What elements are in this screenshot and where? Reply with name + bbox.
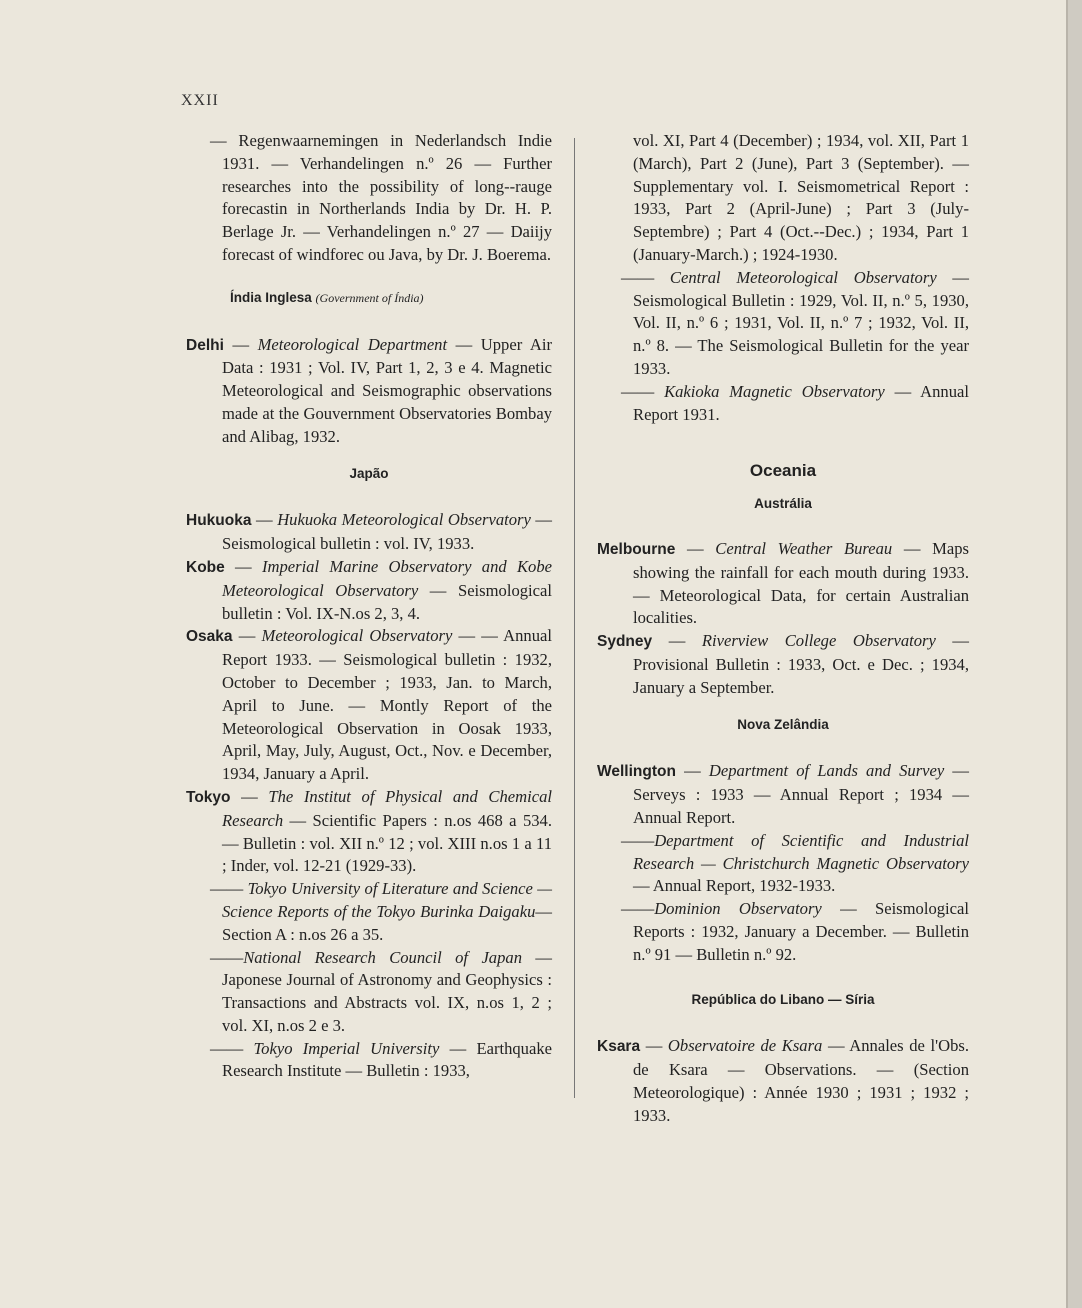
institution-name: Kakioka Magnetic Observatory xyxy=(664,381,885,401)
institution-name: Imperial Marine Observatory and Kobe Meteorological Observatory xyxy=(222,556,552,600)
entry-lead: —— xyxy=(621,830,655,850)
right-column xyxy=(597,130,969,1127)
entry-text: — Annual Report 1931. xyxy=(633,381,969,424)
entry-dash: — xyxy=(652,631,702,651)
entry-text: — Japonese Journal of Astronomy and Geophysics : Transactions and Abstracts vol. IX, n.os 1, 2 ; vol. XI, n.os 2 e 3. xyxy=(222,947,552,1035)
continued-paragraph: vol. XI, Part 4 (December) ; 1934, vol. XII, Part 1 (March), Part 2 (June), Part 3 (September). — Supplementary vol. I. Seismometrical Report : 1933, Part 2 (April-June) ; Part 3 (July-Septembre) ; Part 4 (Oct.--Dec.) ; 1934, Part 1 (January-March.) ; 1924-1930. xyxy=(633,131,969,264)
entry-national-research-council xyxy=(186,947,552,1038)
entry-lead: —— xyxy=(210,879,248,899)
entry-kobe xyxy=(186,556,552,625)
entry-text: — Maps showing the rainfall for each mouth during 1933. — Meteorological Data, for certain Australian localities. xyxy=(633,538,969,628)
city-name: Melbourne xyxy=(597,540,676,558)
entry-dash: — xyxy=(640,1036,668,1056)
entry-tokyo-imperial-university xyxy=(186,1038,552,1084)
entry-text: — Annales de l'Obs. de Ksara — Observations. — (Section Meteorologique) : Année 1930 ; 1931 ; 1932 ; 1933. xyxy=(633,1036,970,1125)
city-name: Osaka xyxy=(186,628,233,646)
institution-name: Central Meteorological Observatory xyxy=(669,267,937,287)
entry-dash: — xyxy=(675,761,709,781)
section-heading-india xyxy=(186,287,552,310)
column-divider xyxy=(574,138,575,1098)
institution-name: National Research Council of Japan xyxy=(243,947,522,967)
entry-text: — Seismological Bulletin : 1929, Vol. II, n.º 5, 1930, Vol. II, n.º 6 ; 1931, Vol. II, n.º 7 ; 1932, Vol. II, n.º 8. — The Seismological Bulletin for the year 1933. xyxy=(633,267,969,378)
city-name: Sydney xyxy=(597,633,653,651)
intro-paragraph: — Regenwaarnemingen in Nederlandsch Indie 1931. — Verhandelingen n.º 26 — Further researches into the possibility of long--rauge forecastin in Northerlands India by Dr. H. P. Berlage Jr. — Verhandelingen n.º 27 — Daiĳy forecast of windforec ou Java, by Dr. J. Boerema. xyxy=(210,131,552,264)
institution-name: Hukuoka Meteorological Observatory xyxy=(277,510,531,530)
institution-name: Observatoire de Ksara xyxy=(667,1036,823,1056)
entry-dash: — xyxy=(223,334,258,354)
section-heading-libano-siria: República do Libano — Síria xyxy=(691,991,875,1007)
entry-ksara xyxy=(597,1035,969,1127)
entry-text: — Serveys : 1933 — Annual Report ; 1934 — Annual Report. xyxy=(633,761,969,827)
entry-text: — Seismological bulletin : Vol. IX-N.os 2, 3, 4. xyxy=(222,580,552,623)
entry-text: —Section A : n.os 26 a 35. xyxy=(222,901,552,944)
entry-dash: — xyxy=(230,786,269,806)
city-name: Delhi xyxy=(186,336,224,354)
entry-sydney xyxy=(597,630,969,699)
institution-name: Department of Lands and Survey xyxy=(708,761,945,781)
section-heading-oceania: Oceania xyxy=(749,461,817,481)
city-name: Ksara xyxy=(597,1038,641,1056)
left-column xyxy=(186,130,552,1083)
entry-lead: —— xyxy=(621,267,670,287)
entry-dash: — xyxy=(232,626,262,646)
entry-lead: —— xyxy=(621,381,665,401)
institution-name: Dominion Observatory xyxy=(654,899,822,919)
institution-name: Department of Scientific and Industrial Research — Christchurch Magnetic Observatory xyxy=(633,830,969,873)
institution-name: The Institut of Physical and Chemical Research xyxy=(222,786,553,830)
entry-lead: —— xyxy=(210,947,244,967)
institution-name: Riverview College Observatory xyxy=(701,631,936,651)
section-heading-nova-zelandia: Nova Zelândia xyxy=(737,716,829,732)
entry-lead: —— xyxy=(621,899,655,919)
entry-text: — Scientific Papers : n.os 468 a 534. — Bulletin : vol. XII n.º 12 ; vol. XIII n.os 1 a 11 ; Inder, vol. 12-21 (1929-33). xyxy=(222,810,552,876)
entry-text: — Provisional Bulletin : 1933, Oct. e Dec. ; 1934, January a September. xyxy=(633,631,970,697)
entry-delhi xyxy=(186,334,552,449)
entry-central-meteorological-observatory xyxy=(597,267,969,381)
india-heading-note: (Government of Índia) xyxy=(315,290,424,305)
section-heading-australia: Austrália xyxy=(754,496,812,512)
entry-tokyo xyxy=(186,786,552,878)
entry-text: — Annual Report, 1932-1933. xyxy=(633,876,836,896)
entry-text: — Upper Air Data : 1931 ; Vol. IV, Part 1, 2, 3 e 4. Magnetic Meteorological and Seismographic observations made at the Gouvernment Observatories Bombay and Alibag, 1932. xyxy=(222,334,552,446)
institution-name: Tokyo Imperial University xyxy=(253,1038,440,1058)
entry-tokyo-university-literature xyxy=(186,878,552,946)
india-heading-text: Índia Inglesa xyxy=(230,289,312,305)
city-name: Kobe xyxy=(186,558,225,576)
entry-text: — Seismological bulletin : vol. IV, 1933. xyxy=(222,510,552,554)
entry-melbourne xyxy=(597,538,969,630)
entry-dash: — xyxy=(224,556,262,576)
entry-wellington xyxy=(597,760,969,829)
entry-scientific-industrial-research xyxy=(597,830,969,898)
institution-name: Central Weather Bureau xyxy=(715,538,893,558)
entry-dash: — xyxy=(675,538,716,558)
city-name: Hukuoka xyxy=(186,512,252,530)
entry-text: — Seismological Reports : 1932, January a December. — Bulletin n.º 91 — Bulletin n.º 92. xyxy=(633,899,969,964)
institution-name: Meteorological Department xyxy=(257,334,448,354)
institution-name: Tokyo University of Literature and Science — Science Reports of the Tokyo Burinka Daigaku xyxy=(222,879,552,921)
entry-dash: — xyxy=(251,510,278,530)
entry-text: — — Annual Report 1933. — Seismological bulletin : 1932, October to December ; 1933, Jan. to March, April to June. — Montly Report of the Meteorological Observation in Oosak 1933, April, May, July, August, Oct., Nov. e December, 1934, January a April. xyxy=(222,626,552,784)
section-heading-japao: Japão xyxy=(349,465,389,481)
entry-kakioka xyxy=(597,381,969,427)
institution-name: Meteorological Observatory xyxy=(261,626,453,646)
entry-lead: —— xyxy=(210,1038,254,1058)
entry-dominion-observatory xyxy=(597,898,969,966)
city-name: Tokyo xyxy=(186,788,231,806)
entry-hukuoka xyxy=(186,509,552,556)
entry-osaka xyxy=(186,625,552,786)
page-number: XXII xyxy=(181,92,219,109)
entry-text: — Earthquake Research Institute — Bulletin : 1933, xyxy=(222,1038,553,1081)
city-name: Wellington xyxy=(597,763,676,781)
